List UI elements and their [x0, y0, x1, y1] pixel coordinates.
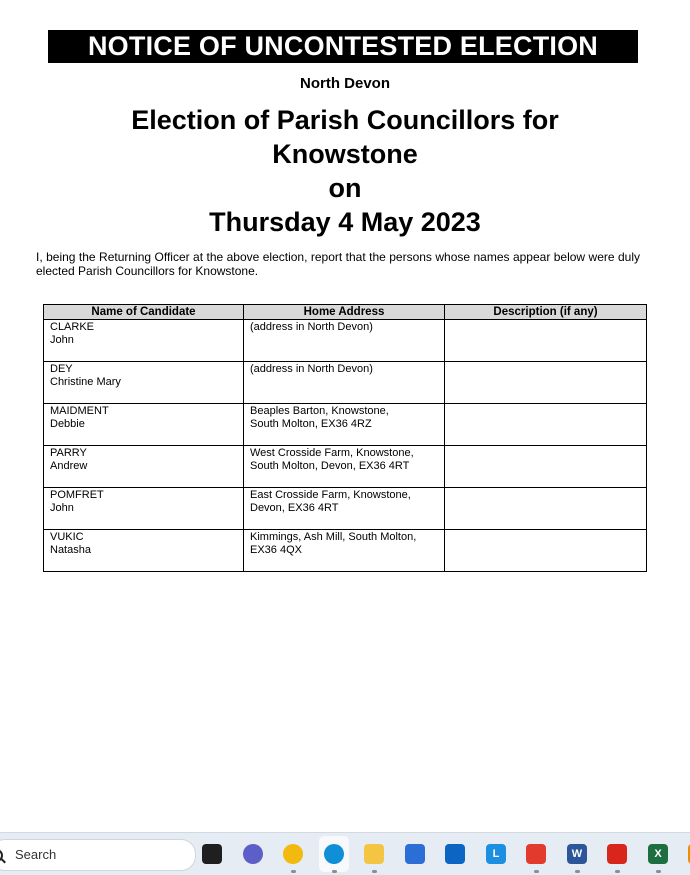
table-row	[44, 530, 647, 572]
candidate-description-cell	[445, 488, 647, 530]
candidate-forenames: Christine Mary	[50, 376, 121, 388]
task-view-icon[interactable]	[202, 844, 222, 864]
windows-taskbar	[0, 832, 690, 875]
candidate-surname: PARRY	[50, 447, 87, 459]
file-explorer-icon[interactable]	[364, 844, 384, 864]
candidate-address-cell	[244, 446, 445, 488]
candidate-address-cell	[244, 404, 445, 446]
taskbar-search-box[interactable]	[0, 839, 196, 871]
candidate-surname: CLARKE	[50, 321, 95, 333]
running-indicator	[615, 870, 620, 873]
candidate-description-cell	[445, 446, 647, 488]
candidate-description-cell	[445, 362, 647, 404]
table-header-row	[44, 305, 647, 320]
running-indicator	[291, 870, 296, 873]
candidate-name-cell	[44, 530, 244, 572]
running-indicator	[534, 870, 539, 873]
candidate-surname: DEY	[50, 363, 73, 375]
candidates-table	[43, 304, 647, 572]
address-line: South Molton, Devon, EX36 4RT	[250, 460, 410, 472]
candidate-address-cell	[244, 488, 445, 530]
address-line: Kimmings, Ash Mill, South Molton,	[250, 531, 417, 543]
candidate-description-cell	[445, 320, 647, 362]
running-indicator	[372, 870, 377, 873]
running-indicator	[332, 870, 337, 873]
candidate-name-cell	[44, 362, 244, 404]
candidate-forenames: Natasha	[50, 544, 91, 556]
table-row	[44, 488, 647, 530]
address-line: (address in North Devon)	[250, 321, 373, 333]
word-icon[interactable]: W	[567, 844, 587, 864]
l-app-icon[interactable]: L	[486, 844, 506, 864]
table-row	[44, 320, 647, 362]
title-line: Knowstone	[272, 139, 418, 169]
candidate-address-cell	[244, 530, 445, 572]
title-line: Election of Parish Councillors for	[131, 105, 559, 135]
header-description: Description (if any)	[445, 305, 647, 320]
candidate-forenames: John	[50, 502, 74, 514]
address-line: (address in North Devon)	[250, 363, 373, 375]
candidate-name-cell	[44, 446, 244, 488]
running-indicator	[656, 870, 661, 873]
acrobat-icon[interactable]	[607, 844, 627, 864]
candidate-name-cell	[44, 488, 244, 530]
candidate-surname: POMFRET	[50, 489, 104, 501]
intro-paragraph: I, being the Returning Officer at the above election, report that the persons whose names appear below were duly elected Parish Councillors for Knowstone.	[36, 250, 640, 278]
address-line: East Crosside Farm, Knowstone,	[250, 489, 411, 501]
address-line: South Molton, EX36 4RZ	[250, 418, 372, 430]
candidate-forenames: Debbie	[50, 418, 85, 430]
excel-icon[interactable]: X	[648, 844, 668, 864]
header-address: Home Address	[244, 305, 445, 320]
teams-chat-icon[interactable]	[243, 844, 263, 864]
mail-icon[interactable]	[445, 844, 465, 864]
table-row	[44, 404, 647, 446]
election-title	[0, 103, 690, 239]
candidate-address-cell	[244, 320, 445, 362]
chrome-icon[interactable]	[283, 844, 303, 864]
address-line: Beaples Barton, Knowstone,	[250, 405, 389, 417]
ccleaner-icon[interactable]	[526, 844, 546, 864]
edge-icon[interactable]	[324, 844, 344, 864]
microsoft-store-icon[interactable]	[405, 844, 425, 864]
candidate-surname: MAIDMENT	[50, 405, 109, 417]
candidate-forenames: John	[50, 334, 74, 346]
running-indicator	[575, 870, 580, 873]
candidate-description-cell	[445, 404, 647, 446]
address-line: Devon, EX36 4RT	[250, 502, 339, 514]
notice-banner: NOTICE OF UNCONTESTED ELECTION	[48, 30, 638, 63]
table-row	[44, 362, 647, 404]
candidate-description-cell	[445, 530, 647, 572]
search-placeholder: Search	[15, 847, 57, 862]
area-name: North Devon	[300, 75, 390, 92]
title-line: on	[328, 173, 362, 203]
candidate-forenames: Andrew	[50, 460, 88, 472]
candidate-address-cell	[244, 362, 445, 404]
address-line: West Crosside Farm, Knowstone,	[250, 447, 414, 459]
candidate-name-cell	[44, 404, 244, 446]
table-row	[44, 446, 647, 488]
title-line: Thursday 4 May 2023	[209, 207, 481, 237]
search-icon	[0, 849, 3, 862]
address-line: EX36 4QX	[250, 544, 302, 556]
candidate-surname: VUKIC	[50, 531, 84, 543]
candidate-name-cell	[44, 320, 244, 362]
header-name: Name of Candidate	[44, 305, 244, 320]
